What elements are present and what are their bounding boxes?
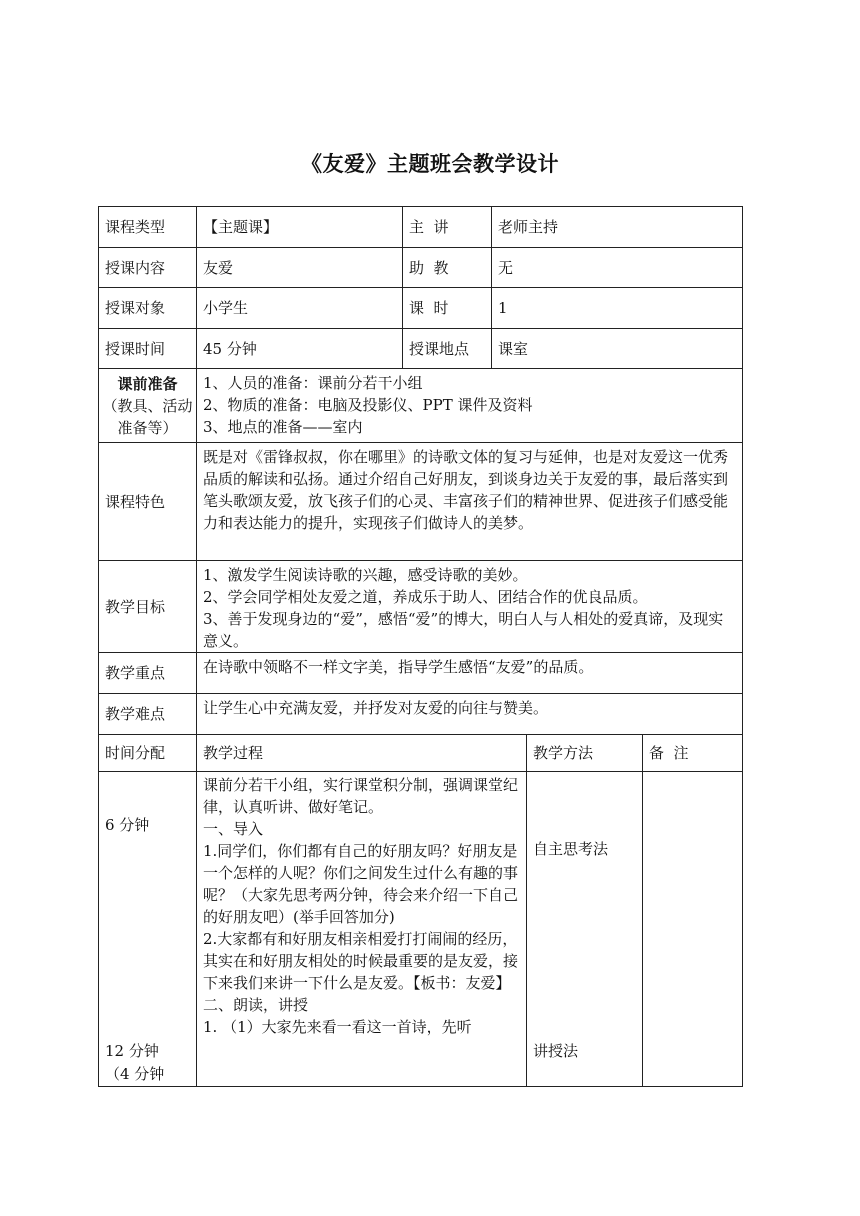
row-difficulty (99, 694, 743, 735)
preparation-item: 2、物质的准备：电脑及投影仪、PPT 课件及资料 (203, 396, 533, 414)
row-content (99, 248, 743, 288)
row-target (99, 288, 743, 329)
row-key-point (99, 653, 743, 694)
target-label: 授课对象 (99, 288, 197, 329)
assistant-label: 助 教 (403, 248, 492, 288)
goals-items (197, 561, 743, 653)
process-line: 二、朗读，讲授 (203, 996, 309, 1014)
time-label: 授课时间 (99, 329, 197, 369)
goal-item: 1、激发学生阅读诗歌的兴趣，感受诗歌的美妙。 (203, 566, 528, 584)
target-value: 小学生 (197, 288, 403, 329)
method-item: 讲授法 (533, 1042, 579, 1060)
preparation-item: 3、地点的准备——室内 (203, 418, 363, 436)
row-goals (99, 561, 743, 653)
process-line: 一、导入 (203, 820, 264, 838)
key-point-text: 在诗歌中领略不一样文字美，指导学生感悟“友爱”的品质。 (197, 653, 743, 694)
goal-item: 2、学会同学相处友爱之道，养成乐于助人、团结合作的优良品质。 (203, 588, 648, 606)
preparation-item: 1、人员的准备：课前分若干小组 (203, 374, 423, 392)
preparation-label-sub: （教具、活动准备等） (102, 396, 193, 437)
row-course-type (99, 207, 743, 248)
row-process-header (99, 735, 743, 772)
content-value: 友爱 (197, 248, 403, 288)
lesson-plan-table (98, 206, 743, 1087)
features-text: 既是对《雷锋叔叔，你在哪里》的诗歌文体的复习与延伸，也是对友爱这一优秀品质的解读和弘扬。通过介绍自己好朋友，到谈身边关于友爱的事，最后落实到笔头歌颂友爱，放飞孩子们的心灵、丰富孩子们的精神世界、促进孩子们感受能力和表达能力的提升，实现孩子们做诗人的美梦。 (197, 443, 743, 561)
process-time (99, 772, 197, 1087)
process-line: 课前分若干小组，实行课堂积分制，强调课堂纪律，认真听讲、做好笔记。 (203, 776, 519, 816)
preparation-items (197, 369, 743, 443)
process-line: 1. （1）大家先来看一看这一首诗，先听 (203, 1018, 472, 1036)
row-process (99, 772, 743, 1087)
process-line: 1.同学们，你们都有自己的好朋友吗？好朋友是一个怎样的人呢？你们之间发生过什么有趣的事呢？（大家先思考两分钟，待会来介绍一下自己的好朋友吧）(举手回答加分) (203, 842, 519, 926)
process-content (197, 772, 527, 1087)
place-label: 授课地点 (403, 329, 492, 369)
course-type-value: 【主题课】 (197, 207, 403, 248)
difficulty-label: 教学难点 (99, 694, 197, 735)
process-line: 2.大家都有和好朋友相亲相爱打打闹闹的经历，其实在和好朋友相处的时候最重要的是友爱，接下来我们来讲一下什么是友爱。【板书：友爱】 (203, 930, 519, 992)
goal-item: 3、善于发现身边的“爱”，感悟“爱”的博大，明白人与人相处的爱真谛，及现实意义。 (203, 610, 724, 650)
header-note: 备 注 (643, 735, 743, 772)
host-label: 主 讲 (403, 207, 492, 248)
method-item: 自主思考法 (533, 840, 609, 858)
time-slot: 12 分钟 (105, 1042, 159, 1060)
process-method (527, 772, 643, 1087)
preparation-label-main: 课前准备 (117, 374, 178, 393)
header-process: 教学过程 (197, 735, 527, 772)
key-point-label: 教学重点 (99, 653, 197, 694)
goals-label: 教学目标 (99, 561, 197, 653)
preparation-label (99, 369, 197, 443)
hours-label: 课 时 (403, 288, 492, 329)
course-type-label: 课程类型 (99, 207, 197, 248)
place-value: 课室 (492, 329, 743, 369)
features-label: 课程特色 (99, 443, 197, 561)
time-value: 45 分钟 (197, 329, 403, 369)
host-value: 老师主持 (492, 207, 743, 248)
assistant-value: 无 (492, 248, 743, 288)
document-title: 《友爱》主题班会教学设计 (301, 152, 559, 176)
row-time (99, 329, 743, 369)
content-label: 授课内容 (99, 248, 197, 288)
process-note (643, 772, 743, 1087)
time-slot: 6 分钟 (105, 816, 150, 834)
header-method: 教学方法 (527, 735, 643, 772)
hours-value: 1 (492, 288, 743, 329)
row-preparation (99, 369, 743, 443)
row-features (99, 443, 743, 561)
difficulty-text: 让学生心中充满友爱，并抒发对友爱的向往与赞美。 (197, 694, 743, 735)
time-slot: （4 分钟 (105, 1065, 165, 1083)
header-time: 时间分配 (99, 735, 197, 772)
